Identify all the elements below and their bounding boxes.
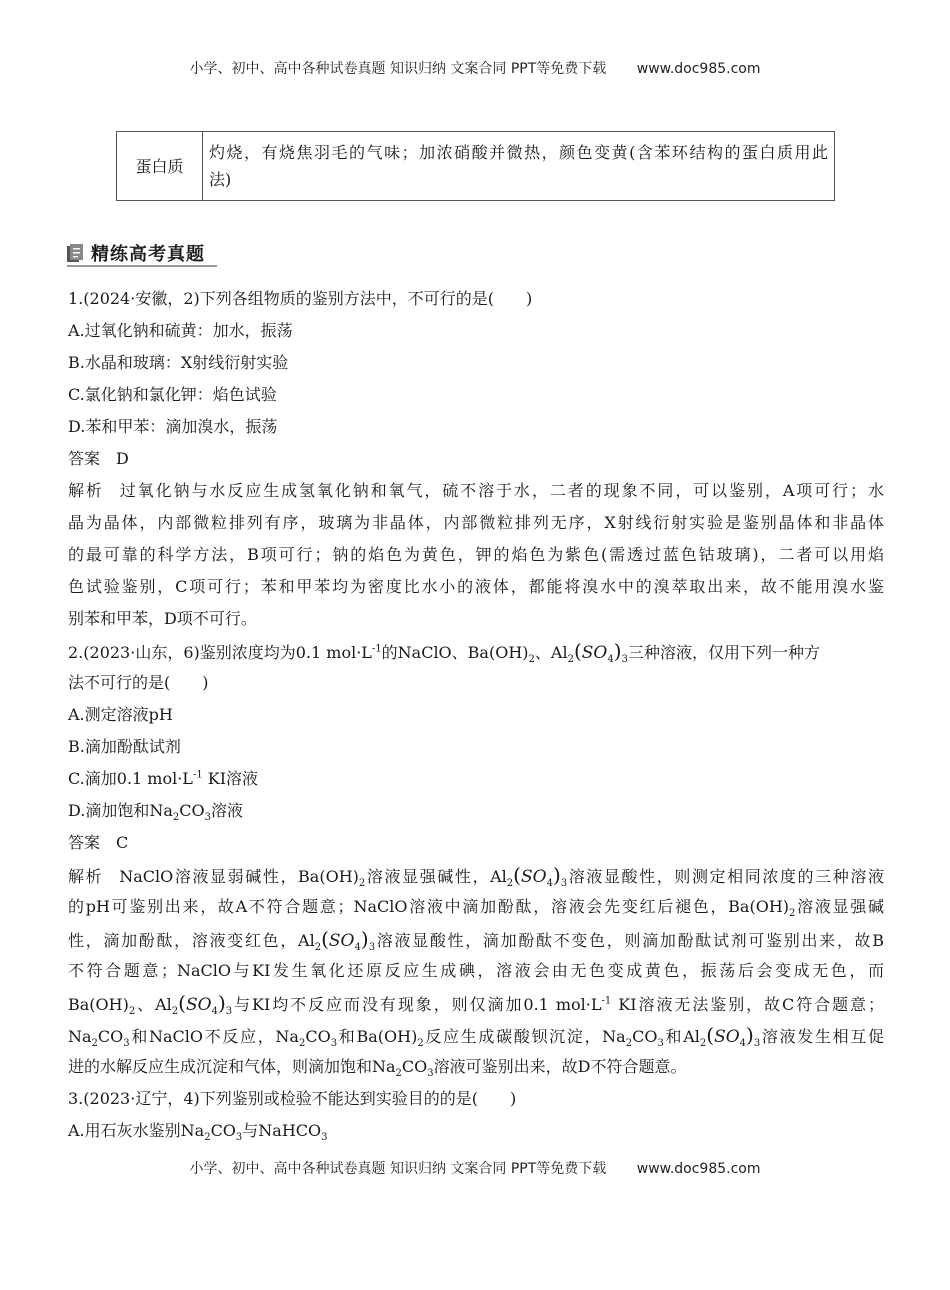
analysis-text: 过氧化钠与水反应生成氢氧化钠和氧气，硫不溶于水，二者的现象不同，可以鉴别，A项可行；水	[119, 481, 884, 500]
analysis-text: 溶液发生相互促	[760, 1027, 884, 1046]
option-text: D.滴加饱和Na	[68, 801, 173, 820]
subscript: 2	[314, 942, 322, 954]
option-text: CO	[210, 1121, 236, 1140]
table-desc-line1: 灼烧，有烧焦羽毛的气味；加浓硝酸并微热，颜色变黄(含苯环结构的蛋白质用此	[209, 143, 828, 162]
q1-analysis-line5: 别苯和甲苯，D项不可行。	[68, 609, 257, 628]
q1-option-b: B.水晶和玻璃：X射线衍射实验	[68, 353, 289, 372]
q2-stem-part: 三种溶液，仅用下列一种方	[627, 643, 820, 662]
section-underline	[67, 265, 217, 267]
subscript: 3	[368, 942, 376, 954]
superscript: -1	[192, 769, 203, 781]
q2-option-a: A.测定溶液pH	[68, 705, 173, 724]
answer-label: 答案	[68, 449, 101, 468]
q2-stem-part: 2.(2023·山东，6)鉴别浓度均为0.1 mol·L	[68, 643, 372, 662]
q1-option-c: C.氯化钠和氯化钾：焰色试验	[68, 385, 277, 404]
subscript: 3	[204, 812, 211, 824]
q3-option-a	[68, 1115, 884, 1147]
subscript: 4	[211, 1006, 218, 1018]
answer-label: 答案	[68, 833, 101, 852]
protein-test-table	[116, 131, 835, 201]
subscript: 2	[567, 654, 574, 666]
page-footer	[0, 1158, 950, 1178]
paren: (	[706, 1023, 715, 1047]
paren: )	[360, 927, 369, 951]
analysis-text: 、Al	[135, 995, 172, 1014]
option-text: C.滴加0.1 mol·L	[68, 769, 193, 788]
section-heading	[67, 240, 217, 266]
analysis-text: 性，滴加酚酞，溶液变红色，Al	[68, 931, 315, 950]
header-text: 小学、初中、高中各种试卷真题 知识归纳 文案合同 PPT等免费下载	[189, 61, 607, 77]
footer-text: 小学、初中、高中各种试卷真题 知识归纳 文案合同 PPT等免费下载	[189, 1161, 607, 1177]
analysis-text: 溶液显酸性，滴加酚酞不变色，则滴加酚酞试剂可鉴别出来，故B	[375, 931, 884, 950]
subscript: 4	[607, 654, 614, 666]
analysis-text: 和Al	[663, 1027, 700, 1046]
paren: )	[746, 1023, 754, 1047]
table-desc-line2: 法)	[209, 170, 232, 189]
footer-site-link[interactable]: www.doc985.com	[636, 1161, 761, 1177]
option-text: A.用石灰水鉴别Na	[68, 1121, 205, 1140]
analysis-text: NaClO溶液显弱碱性，Ba(OH)	[119, 867, 359, 886]
subscript: 2	[528, 654, 535, 666]
paren: )	[217, 991, 226, 1015]
q2-stem-part: 的NaClO、Ba(OH)	[381, 643, 529, 662]
table-row	[117, 132, 835, 201]
table-label-cell: 蛋白质	[117, 132, 203, 201]
subscript: 3	[225, 1006, 233, 1018]
q2-stem-part: 、Al	[534, 643, 568, 662]
option-text: 与NaHCO	[242, 1121, 322, 1140]
analysis-text: 溶液可鉴别出来，故D不符合题意。	[433, 1057, 687, 1076]
subscript: 2	[172, 812, 180, 824]
subscript: 2	[417, 1038, 424, 1050]
paren: (	[178, 991, 186, 1015]
q2-analysis-line6	[68, 1019, 884, 1051]
q2-analysis-line5	[68, 987, 884, 1019]
sulfate-formula: SO	[185, 995, 212, 1015]
q2-option-c	[68, 763, 884, 795]
sulfate-formula: SO	[581, 643, 608, 663]
subscript: 2	[358, 878, 366, 890]
analysis-text: 的pH可鉴别出来，故A不符合题意；NaClO溶液中滴加酚酞，溶液会先变红后褪色，Ba(OH)	[68, 897, 790, 916]
q2-answer	[68, 827, 884, 859]
analysis-text: KI溶液无法鉴别，故C符合题意；	[611, 995, 884, 1014]
sulfate-formula: SO	[714, 1027, 740, 1047]
subscript: 3	[235, 1132, 243, 1144]
q1-option-a: A.过氧化钠和硫黄：加水，振荡	[68, 321, 293, 340]
q2-analysis-line4: 不符合题意；NaClO与KI发生氧化还原反应生成碘，溶液会由无色变成黄色，振荡后会变成无色，而	[68, 961, 884, 980]
subscript: 2	[506, 878, 514, 890]
subscript: 3	[753, 1038, 761, 1050]
subscript: 2	[91, 1038, 98, 1050]
subscript: 3	[560, 878, 568, 890]
subscript: 2	[171, 1006, 179, 1018]
sulfate-formula: SO	[520, 867, 547, 887]
paren: )	[613, 639, 622, 663]
table-desc-cell	[203, 132, 835, 201]
option-text: 溶液	[211, 801, 244, 820]
analysis-text: 溶液显酸性，则测定相同浓度的三种溶液	[567, 867, 884, 886]
analysis-text: 进的水解反应生成沉淀和气体，则滴加饱和Na	[68, 1057, 396, 1076]
analysis-text: CO	[97, 1027, 124, 1046]
q2-stem-line1	[68, 635, 884, 667]
subscript: 2	[395, 1068, 402, 1080]
paren: (	[513, 863, 521, 887]
q2-option-b: B.滴加酚酞试剂	[68, 737, 181, 756]
subscript: 2	[625, 1038, 633, 1050]
page-header	[0, 58, 950, 78]
option-text: KI溶液	[202, 769, 259, 788]
subscript: 3	[321, 1132, 328, 1144]
analysis-text: CO	[305, 1027, 331, 1046]
analysis-text: 溶液显强碱	[795, 897, 884, 916]
subscript: 2	[204, 1132, 211, 1144]
q1-answer	[68, 443, 884, 475]
q2-analysis-line7	[68, 1051, 884, 1083]
analysis-label: 解析	[68, 867, 104, 886]
analysis-label: 解析	[68, 481, 104, 500]
sulfate-formula: SO	[328, 931, 355, 951]
subscript: 2	[789, 908, 796, 920]
q1-stem: 1.(2024·安徽，2)下列各组物质的鉴别方法中，不可行的是( )	[68, 289, 533, 308]
analysis-text: 和Ba(OH)	[337, 1027, 418, 1046]
section-title: 精练高考真题	[91, 244, 205, 265]
answer-value: D	[116, 449, 129, 468]
analysis-text: 与KI均不反应而没有现象，则仅滴加0.1 mol·L	[232, 995, 602, 1014]
analysis-text: Na	[68, 1027, 92, 1046]
q2-analysis-line2	[68, 891, 884, 923]
q2-analysis-line3	[68, 923, 884, 955]
subscript: 2	[128, 1006, 136, 1018]
analysis-text: 反应生成碳酸钡沉淀，Na	[423, 1027, 626, 1046]
q3-stem: 3.(2023·辽宁，4)下列鉴别或检验不能达到实验目的的是( )	[68, 1089, 517, 1108]
q1-analysis-line2: 晶为晶体，内部微粒排列有序，玻璃为非晶体，内部微粒排列无序，X射线衍射实验是鉴别晶体和非晶体	[68, 513, 884, 532]
superscript: -1	[601, 995, 612, 1007]
subscript: 4	[546, 878, 553, 890]
option-text: CO	[179, 801, 205, 820]
q2-option-d	[68, 795, 884, 827]
subscript: 3	[657, 1038, 664, 1050]
analysis-text: 和NaClO不反应，Na	[129, 1027, 299, 1046]
paren: (	[321, 927, 329, 951]
q2-analysis-line1	[68, 859, 884, 891]
q2-stem-line2: 法不可行的是( )	[68, 673, 209, 692]
analysis-text: 溶液显强碱性，Al	[365, 867, 507, 886]
subscript: 4	[354, 942, 361, 954]
subscript: 2	[699, 1038, 707, 1050]
subscript: 3	[123, 1038, 130, 1050]
analysis-text: Ba(OH)	[68, 995, 129, 1014]
header-site-link[interactable]: www.doc985.com	[636, 61, 761, 77]
analysis-text: CO	[632, 1027, 658, 1046]
subscript: 3	[427, 1068, 434, 1080]
q1-analysis-line4: 色试验鉴别，C项可行；苯和甲苯均为密度比水小的液体，都能将溴水中的溴萃取出来，故不能用溴水鉴	[68, 577, 884, 596]
analysis-text: CO	[401, 1057, 428, 1076]
questions-content	[68, 283, 884, 1147]
paren: (	[573, 639, 582, 663]
paren: )	[552, 863, 561, 887]
subscript: 3	[621, 654, 628, 666]
q1-analysis-line1	[68, 475, 884, 507]
superscript: -1	[371, 643, 382, 655]
subscript: 4	[739, 1038, 747, 1050]
answer-value: C	[116, 833, 129, 852]
q1-option-d: D.苯和甲苯：滴加溴水，振荡	[68, 417, 278, 436]
subscript: 3	[330, 1038, 338, 1050]
document-icon	[67, 244, 83, 263]
q1-analysis-line3: 的最可靠的科学方法，B项可行；钠的焰色为黄色，钾的焰色为紫色(需透过蓝色钴玻璃)，二者可以用焰	[68, 545, 884, 564]
subscript: 2	[298, 1038, 306, 1050]
